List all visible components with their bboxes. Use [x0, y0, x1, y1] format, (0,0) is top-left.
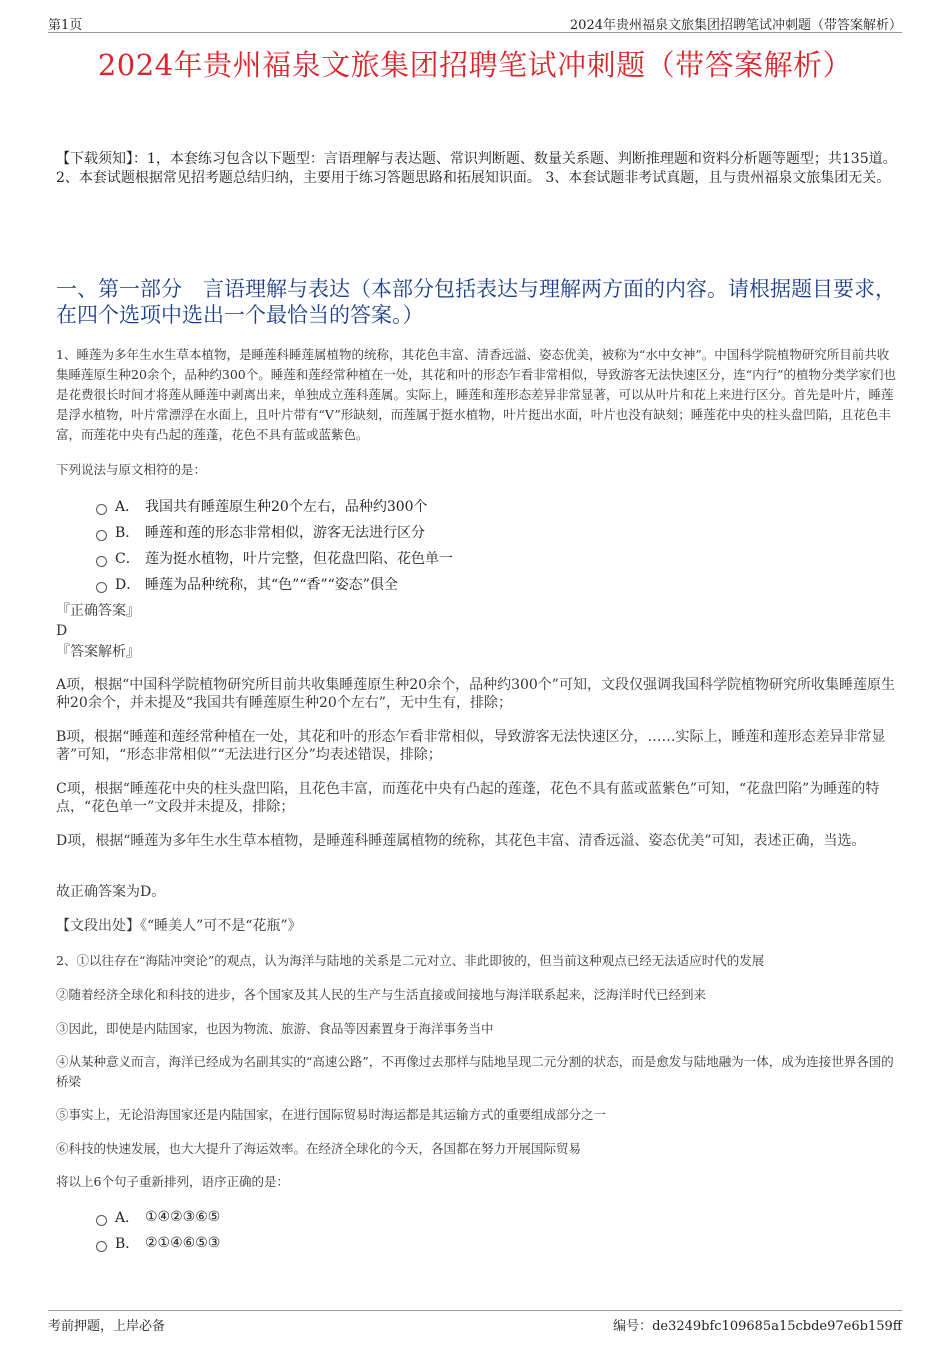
q2-option-b[interactable]: [96, 1233, 220, 1253]
option-text: 莲为挺水植物，叶片完整，但花盘凹陷、花色单一: [145, 551, 453, 567]
q2-sentence-5: ⑤事实上，无论沿海国家还是内陆国家，在进行国际贸易时海运都是其运输方式的重要组成部分之一: [56, 1107, 607, 1122]
q1-option-b[interactable]: [96, 522, 425, 542]
analysis-c: C项，根据“睡莲花中央的柱头盘凹陷，且花色丰富，而莲花中央有凸起的莲蓬，花色不具有蓝或蓝紫色”可知，“花盘凹陷”为睡莲的特点，“花色单一”文段并未提及，排除；: [56, 781, 880, 815]
q1-option-a[interactable]: [96, 496, 428, 516]
option-letter: B．: [115, 525, 140, 541]
q2-sentence-2: ②随着经济全球化和科技的进步，各个国家及其人民的生产与生活直接或间接地与海洋联系起来，泛海洋时代已经到来: [56, 987, 707, 1002]
radio-icon[interactable]: [96, 504, 107, 515]
option-text: ②①④⑥⑤③: [145, 1235, 221, 1251]
radio-icon[interactable]: [96, 1241, 107, 1252]
download-notice: 【下载须知】：1，本套练习包含以下题型：言语理解与表达题、常识判断题、数量关系题、判断推理题和资料分析题等题型；共135道。 2、本套试题根据常见招考题总结归纳，主要用于练习答题思路和拓展知识面。 3、本套试题非考试真题，且与贵州福泉文旅集团无关。: [56, 151, 897, 186]
footer-slogan: 考前押题，上岸必备: [48, 1319, 166, 1334]
q1-option-d[interactable]: [96, 574, 398, 594]
q1-passage: 1、睡莲为多年生水生草本植物，是睡莲科睡莲属植物的统称，其花色丰富、清香远溢、姿态优美，被称为“水中女神”。中国科学院植物研究所目前共收集睡莲原生种20余个，品种约300个。睡莲和莲经常种植在一处，其花和叶的形态乍看非常相似，导致游客无法快速区分，连“内行”的植物分类学家们也是花费很长时间才将莲从睡莲中剥离出来，单独成立莲科莲属。实际上，睡莲和莲形态差异非常显著，可以从叶片和花上来进行区分。首先是叶片，睡莲是浮水植物，叶片常漂浮在水面上，且叶片带有“V”形缺刻，而莲属于挺水植物，叶片挺出水面，叶片也没有缺刻；睡莲花中央的柱头盘凹陷，且花色丰富，而莲花中央有凸起的莲蓬，花色不具有蓝或蓝紫色。: [56, 347, 897, 442]
radio-icon[interactable]: [96, 556, 107, 567]
analysis-label: 『答案解析』: [56, 644, 140, 660]
analysis-d: D项，根据“睡莲为多年生水生草本植物，是睡莲科睡莲属植物的统称，其花色丰富、清香远溢、姿态优美”可知，表述正确，当选。: [56, 833, 866, 849]
option-text: ①④②③⑥⑤: [145, 1209, 221, 1225]
analysis-conclusion: 故正确答案为D。: [56, 884, 166, 900]
page-footer: [48, 1310, 902, 1334]
radio-icon[interactable]: [96, 1215, 107, 1226]
option-text: 我国共有睡莲原生种20个左右，品种约300个: [145, 499, 428, 515]
analysis-a: A项，根据“中国科学院植物研究所目前共收集睡莲原生种20余个，品种约300个”可知，文段仅强调我国科学院植物研究所收集睡莲原生种20余个，并未提及“我国共有睡莲原生种20个左右”，无中生有，排除；: [56, 677, 895, 711]
q1-question: 下列说法与原文相符的是：: [56, 462, 207, 477]
option-letter: D．: [115, 577, 141, 593]
header-doc-title: 2024年贵州福泉文旅集团招聘笔试冲刺题（带答案解析）: [569, 18, 902, 33]
answer-label: 『正确答案』: [56, 603, 140, 619]
radio-icon[interactable]: [96, 582, 107, 593]
page-number: 第1页: [48, 18, 83, 33]
option-text: 睡莲为品种统称，其“色”“香”“姿态”俱全: [145, 577, 398, 593]
passage-source: 【文段出处】《“睡美人”可不是“花瓶”》: [56, 918, 302, 934]
q2-sentence-4: ④从某种意义而言，海洋已经成为名副其实的“高速公路”，不再像过去那样与陆地呈现二元分割的状态，而是愈发与陆地融为一体，成为连接世界各国的桥梁: [56, 1054, 894, 1089]
radio-icon[interactable]: [96, 530, 107, 541]
page-header: [48, 12, 902, 33]
answer-value: D: [56, 623, 68, 639]
q2-sentence-1: 2、①以往存在“海陆冲突论”的观点，认为海洋与陆地的关系是二元对立、非此即彼的，但当前这种观点已经无法适应时代的发展: [56, 953, 765, 968]
option-letter: A．: [115, 1210, 140, 1226]
q1-option-c[interactable]: [96, 548, 453, 568]
q2-question: 将以上6个句子重新排列，语序正确的是：: [56, 1174, 289, 1189]
option-letter: B．: [115, 1236, 140, 1252]
analysis-b: B项，根据“睡莲和莲经常种植在一处，其花和叶的形态乍看非常相似，导致游客无法快速区分，……实际上，睡莲和莲形态差异非常显著”可知，“形态非常相似”“无法进行区分”均表述错误，排除；: [56, 729, 886, 763]
option-text: 睡莲和莲的形态非常相似，游客无法进行区分: [145, 525, 425, 541]
section-title: 一、第一部分 言语理解与表达（本部分包括表达与理解两方面的内容。请根据题目要求，在四个选项中选出一个最恰当的答案。）: [56, 277, 896, 327]
footer-doc-id: 编号：de3249bfc109685a15cbde97e6b159ff: [613, 1319, 902, 1334]
page-title: 2024年贵州福泉文旅集团招聘笔试冲刺题（带答案解析）: [97, 48, 853, 82]
q2-option-a[interactable]: [96, 1207, 220, 1227]
q2-sentence-6: ⑥科技的快速发展，也大大提升了海运效率。在经济全球化的今天，各国都在努力开展国际贸易: [56, 1141, 582, 1156]
q2-sentence-3: ③因此，即使是内陆国家，也因为物流、旅游、食品等因素置身于海洋事务当中: [56, 1021, 494, 1036]
option-letter: A．: [115, 499, 140, 515]
option-letter: C．: [115, 551, 140, 567]
